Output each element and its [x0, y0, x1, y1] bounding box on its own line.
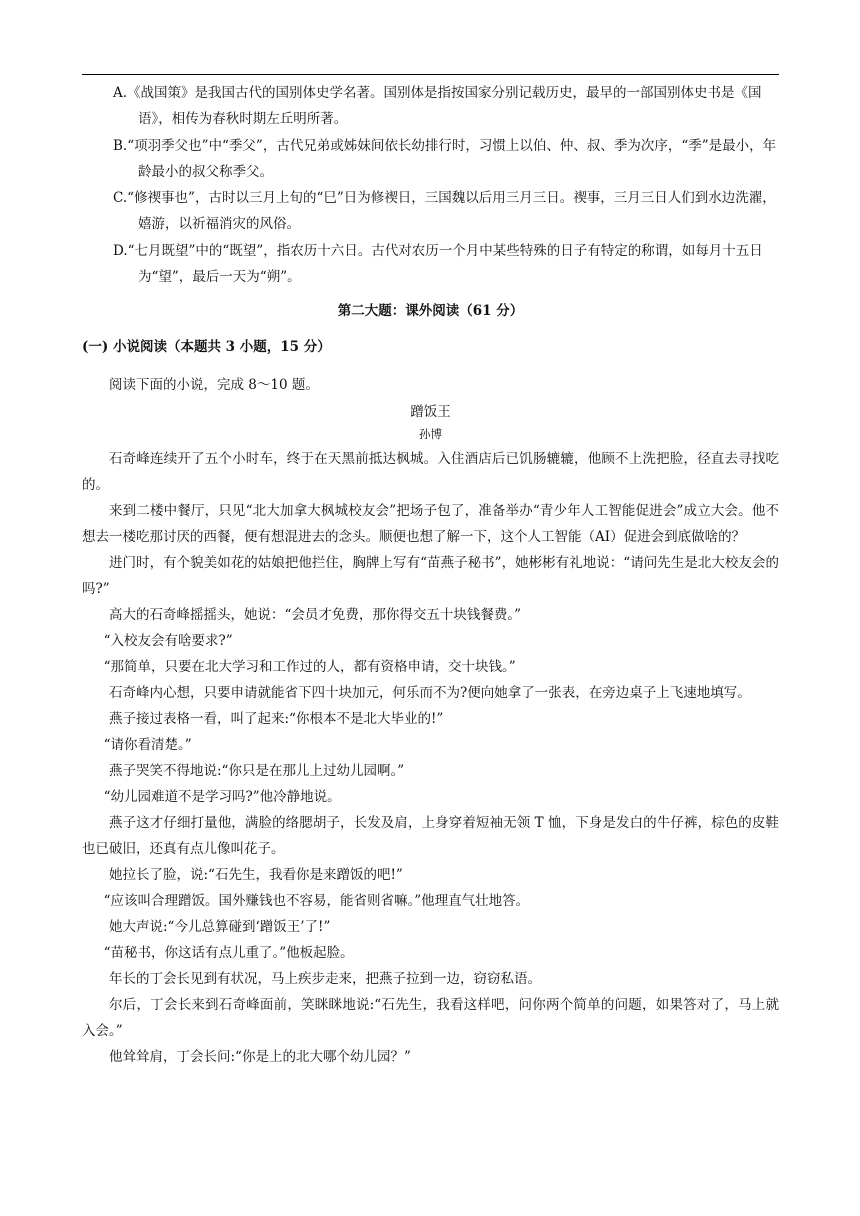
section-title: 第二大题：课外阅读（61 分）: [337, 303, 524, 319]
story-paragraph: “苗秘书，你这话有点儿重了。”他板起脸。: [103, 945, 354, 961]
story-paragraph: “幼儿园难道不是学习吗?”他冷静地说。: [103, 789, 341, 805]
option-a: A.《战国策》是我国古代的国别体史学名著。国别体是指按国家分别记载历史，最早的一部国别体史书是《国语》，相传为春秋时期左丘明所著。: [113, 85, 762, 127]
story-paragraph: 她拉长了脸，说:“石先生，我看你是来蹭饭的吧!”: [109, 867, 403, 883]
story-paragraph: 他耸耸肩，丁会长问:“你是上的北大哪个幼儿园？”: [109, 1049, 411, 1065]
story-paragraph: 来到二楼中餐厅，只见“北大加拿大枫城校友会”把场子包了，准备举办“青少年人工智能促进会”成立大会。他不想去一楼吃那讨厌的西餐，便有想混进去的念头。顺便也想了解一下，这个人工智能（AI）促进会到底做啥的？: [82, 503, 779, 545]
story-block: [82, 372, 779, 1070]
story-paragraph: 石奇峰连续开了五个小时车，终于在天黑前抵达枫城。入住酒店后已饥肠辘辘，他顾不上洗把脸，径直去寻找吃的。: [82, 451, 779, 493]
story-paragraph: 尔后，丁会长来到石奇峰面前，笑眯眯地说:“石先生，我看这样吧，问你两个简单的问题，如果答对了，马上就入会。”: [82, 997, 779, 1039]
reading-instruction: 阅读下面的小说，完成 8～10 题。: [109, 377, 319, 393]
story-author: 孙博: [419, 427, 442, 441]
story-paragraph: 燕子接过表格一看，叫了起来:“你根本不是北大毕业的!”: [109, 711, 444, 727]
story-paragraph: “入校友会有啥要求?”: [103, 633, 233, 649]
story-paragraph: 进门时，有个貌美如花的姑娘把他拦住，胸牌上写有“苗燕子秘书”，她彬彬有礼地说：“请问先生是北大校友会的吗?”: [82, 555, 779, 597]
question-options: [82, 80, 779, 290]
story-paragraph: 她大声说:“今儿总算碰到‘蹭饭王’了!”: [109, 919, 331, 935]
story-paragraph: 石奇峰内心想，只要申请就能省下四十块加元，何乐而不为?便向她拿了一张表，在旁边桌子上飞速地填写。: [109, 685, 751, 701]
story-paragraph: “应该叫合理蹭饭。国外赚钱也不容易，能省则省嘛。”他理直气壮地答。: [103, 893, 530, 909]
story-paragraph: “请你看清楚。”: [103, 737, 192, 753]
sub-section-title: (一) 小说阅读（本题共 3 小题，15 分）: [82, 339, 331, 355]
story-paragraph: 燕子哭笑不得地说:“你只是在那儿上过幼儿园啊。”: [109, 763, 405, 779]
story-title: 蹭饭王: [410, 404, 451, 420]
story-paragraph: 年长的丁会长见到有状况，马上疾步走来，把燕子拉到一边，窃窃私语。: [109, 971, 541, 987]
story-paragraph: 高大的石奇峰摇摇头，她说：“会员才免费，那你得交五十块钱餐费。”: [109, 607, 522, 623]
option-c: C.“修禊事也”，古时以三月上旬的“巳”日为修禊日，三国魏以后用三月三日。禊事，三月三日人们到水边洗濯，嬉游，以祈福消灾的风俗。: [113, 190, 776, 232]
option-d: D.“七月既望”中的“既望”，指农历十六日。古代对农历一个月中某些特殊的日子有特定的称谓，如每月十五日为“望”，最后一天为“朔”。: [113, 242, 763, 285]
story-paragraph: “那简单，只要在北大学习和工作过的人，都有资格申请，交十块钱。”: [103, 659, 516, 675]
option-b: B.“项羽季父也”中“季父”，古代兄弟或姊妹间依长幼排行时，习惯上以伯、仲、叔、季为次序，“季”是最小，年龄最小的叔父称季父。: [113, 137, 777, 180]
header-rule: [82, 74, 779, 75]
story-paragraph: 燕子这才仔细打量他，满脸的络腮胡子，长发及肩，上身穿着短袖无领 T 恤，下身是发白的牛仔裤，棕色的皮鞋也已破旧，还真有点儿像叫花子。: [82, 815, 779, 857]
